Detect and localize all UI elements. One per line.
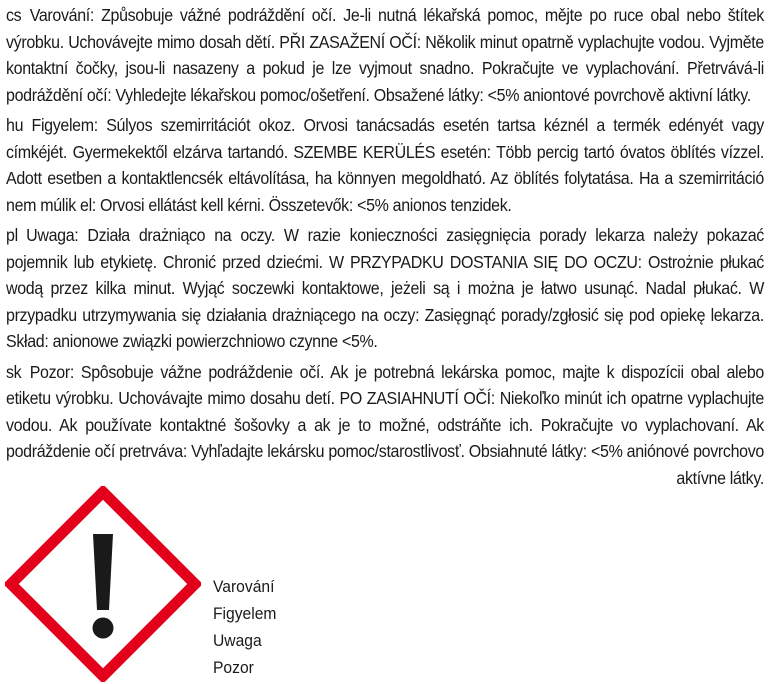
section-sk [6,359,764,492]
signal-word-sk: Pozor [213,658,254,677]
section-cs [6,2,764,108]
signal-word-cs: Varování [213,577,275,596]
language-code: sk [6,361,22,382]
section-text: Uwaga: Działa drażniąco na oczy. W razie konieczności zasięgnięcia porady lekarza należy pokazać pojemnik lub etykietę. Chronić przed dziećmi. W PRZYPADKU DOSTANIA SIĘ DO OCZU: Ostrożnie płukać wodą przez kilka minut. Wyjąć soczewki kontaktowe, jeżeli są i można je łatwo usunąć. Nadal płukać. W przypadku utrzymywania się działania drażniącego na oczy: Zasięgnąć porady/zgłosić się pod opiekę lekarza. Skład: anionowe związki powierzchniowo czynne <5%. [6,225,764,351]
section-pl [6,222,764,355]
safety-text-block [6,2,764,491]
signal-words-list [213,573,276,681]
section-hu [6,112,764,218]
signal-word-hu: Figyelem [213,604,277,623]
language-code: pl [6,225,18,245]
section-text: Pozor: Spôsobuje vážne podráždenie očí. Ak je potrebná lekárska pomoc, majte k dispozícii obal alebo etiketu výrobku. Uchovávajte mimo dosahu detí. PO ZASIAHNUTÍ OČÍ: Niekoľko minút ich opatrne vyplachujte vodou. Ak používate kontaktné šošovky a ak je to možné, odstráňte ich. Pokračujte vo vyplachovaní. Ak podráždenie očí pretrváva: Vyhľadajte lekársku pomoc/starostlivosť. Obsiahnuté látky: <5% aniónové povrchovo aktívne látky. [6,361,764,488]
section-text: Varování: Způsobuje vážné podráždění očí. Je-li nutná lékařská pomoc, mějte po ruce obal nebo štítek výrobku. Uchovávejte mimo dosah dětí. PŘI ZASAŽENÍ OČÍ: Několik minut opatrně vyplachujte vodou. Vyjměte kontaktní čočky, jsou-li nasazeny a pokud je lze vyjmout snadno. Pokračujte ve vyplachování. Přetrvává-li podráždění očí: Vyhledejte lékařskou pomoc/ošetření. Obsažené látky: <5% aniontové povrchově aktivní látky. [6,5,764,105]
signal-word-pl: Uwaga [213,631,262,650]
language-code: cs [6,5,22,25]
exclamation-mark-hazard-icon [5,486,201,682]
language-code: hu [6,115,24,135]
section-text: Figyelem: Súlyos szemirritációt okoz. Orvosi tanácsadás esetén tartsa kéznél a termék edényét vagy címkéjét. Gyermekektől elzárva tartandó. SZEMBE KERÜLÉS esetén: Több percig tartó óvatos öblítés vízzel. Adott esetben a kontaktlencsék eltávolítása, ha könnyen megoldható. Az öblítés folytatása. Ha a szemirritáció nem múlik el: Orvosi ellátást kell kérni. Összetevők: <5% anionos tenzidek. [6,115,764,215]
